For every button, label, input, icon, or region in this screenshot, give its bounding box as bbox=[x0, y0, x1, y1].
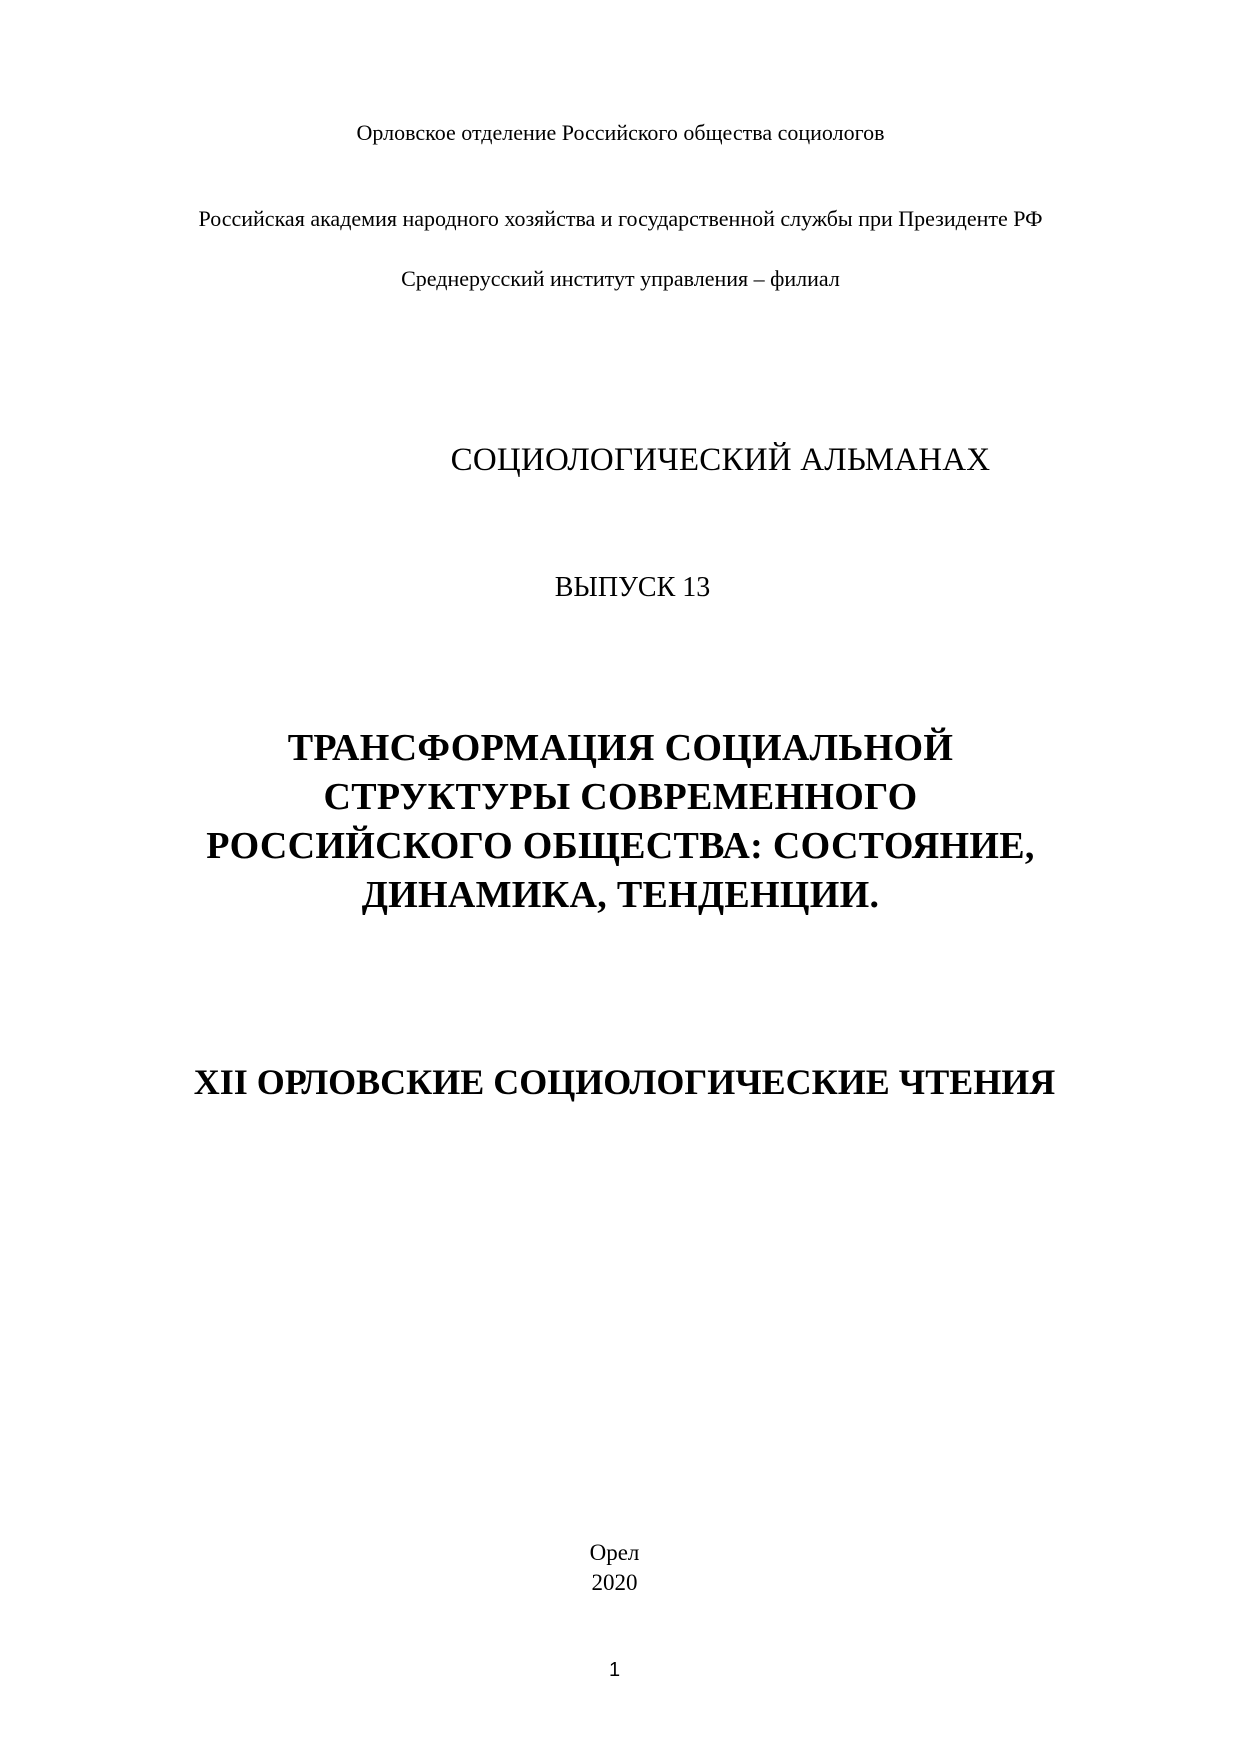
book-title-line-1: ТРАНСФОРМАЦИЯ СОЦИАЛЬНОЙ bbox=[287, 727, 954, 769]
imprint-year: 2020 bbox=[591, 1570, 638, 1595]
organization-line-2: Российская академия народного хозяйства и государственной службы при Президенте РФ bbox=[198, 206, 1043, 231]
imprint-city: Орел bbox=[589, 1540, 640, 1565]
organization-line-3: Среднерусский институт управления – филиал bbox=[401, 266, 840, 291]
book-title-line-3: РОССИЙСКОГО ОБЩЕСТВА: СОСТОЯНИЕ, bbox=[206, 825, 1035, 867]
conference-name: XII ОРЛОВСКИЕ СОЦИОЛОГИЧЕСКИЕ ЧТЕНИЯ bbox=[193, 1062, 1056, 1102]
page-number: 1 bbox=[608, 1659, 621, 1681]
almanac-title: СОЦИОЛОГИЧЕСКИЙ АЛЬМАНАХ bbox=[450, 442, 991, 478]
organization-line-1: Орловское отделение Российского общества социологов bbox=[356, 120, 885, 145]
book-title-line-4: ДИНАМИКА, ТЕНДЕНЦИИ. bbox=[361, 874, 880, 916]
issue-number: ВЫПУСК 13 bbox=[554, 572, 711, 603]
book-title-line-2: СТРУКТУРЫ СОВРЕМЕННОГО bbox=[323, 776, 918, 818]
